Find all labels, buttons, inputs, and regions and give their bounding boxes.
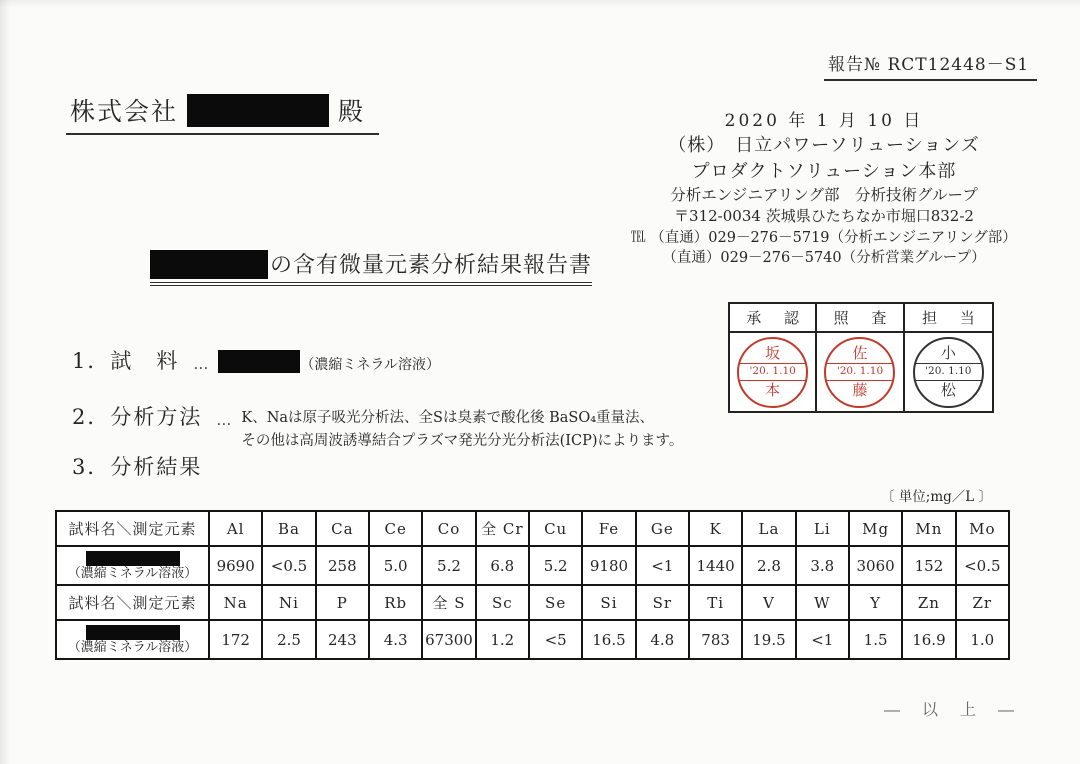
value-cell: <1: [636, 546, 689, 585]
value-cell: 6.8: [476, 546, 529, 585]
sample-name-cell: [56, 546, 209, 585]
element-header-cell: Ca: [316, 511, 369, 546]
document-title: [150, 250, 592, 286]
redacted-sample-title: [150, 250, 268, 279]
element-header-cell: Ti: [689, 585, 742, 620]
value-cell: 9690: [209, 546, 262, 585]
value-cell: 1.0: [956, 620, 1009, 659]
element-header-cell: Cu: [529, 511, 582, 546]
sender-address: 〒312-0034 茨城県ひたちなか市堀口832-2: [674, 207, 974, 226]
value-cell: 5.2: [529, 546, 582, 585]
unit-label: 〔 単位;mg／L 〕: [881, 489, 993, 505]
table-row: [56, 585, 1009, 620]
addressee-line: [66, 92, 379, 135]
element-header-cell: Mg: [849, 511, 902, 546]
element-header-cell: Se: [529, 585, 582, 620]
element-header-cell: Fe: [582, 511, 635, 546]
approval-header-tanto: 担 当: [921, 309, 984, 327]
stamp-date: '20. 1.10: [915, 363, 982, 381]
value-cell: 5.0: [369, 546, 422, 585]
closing-mark: ― 以 上 ―: [884, 700, 1018, 719]
sample-note: （濃縮ミネラル溶液）: [67, 566, 198, 582]
approval-stamp-table: [728, 302, 994, 413]
report-date: 2020 年 1 月 10 日: [724, 111, 924, 131]
value-cell: <0.5: [262, 546, 315, 585]
element-header-cell: Co: [422, 511, 475, 546]
element-header-cell: Li: [796, 511, 849, 546]
value-cell: 4.3: [369, 620, 422, 659]
value-cell: <0.5: [956, 546, 1009, 585]
redacted-sample-name: [218, 350, 300, 373]
element-header-cell: V: [742, 585, 795, 620]
sender-company: （株） 日立パワーソリューションズ: [668, 135, 980, 157]
sample-note: （濃縮ミネラル溶液）: [300, 357, 440, 373]
value-cell: 258: [316, 546, 369, 585]
value-cell: 9180: [582, 546, 635, 585]
element-header-cell: Y: [849, 585, 902, 620]
stamp-date: '20. 1.10: [826, 363, 893, 381]
element-header-cell: Ge: [636, 511, 689, 546]
element-header-cell: Al: [209, 511, 262, 546]
approval-header-shosa: 照 査: [817, 304, 904, 331]
element-header-cell: Na: [209, 585, 262, 620]
leader-dots: …: [193, 355, 209, 373]
hanko-stamp-komatsu: 小 '20. 1.10 松: [913, 337, 984, 408]
sender-division: プロダクトソリューション本部: [691, 160, 957, 182]
table-row: [56, 620, 1009, 659]
report-number: 報告№ RCT12448－S1: [824, 50, 1037, 81]
redacted-sample-name: [86, 551, 180, 566]
element-header-cell: Zr: [956, 585, 1009, 620]
section-sample: [72, 349, 440, 374]
sender-block: [618, 109, 1030, 269]
value-cell: 19.5: [742, 620, 795, 659]
element-header-cell: W: [796, 585, 849, 620]
sender-phone-2: （直通）029－276－5740（分析営業グループ）: [662, 250, 986, 267]
element-header-cell: Sc: [476, 585, 529, 620]
results-table: [55, 510, 1010, 660]
value-cell: 172: [209, 620, 262, 659]
document-title-text: の含有微量元素分析結果報告書: [270, 252, 593, 278]
section-results: [72, 455, 202, 480]
approval-header-row: [730, 304, 992, 333]
redacted-sample-name: [86, 625, 180, 640]
value-cell: 3060: [849, 546, 902, 585]
table-row: [56, 511, 1009, 546]
value-cell: 4.8: [636, 620, 689, 659]
table-corner-label: 試料名＼測定元素: [56, 511, 209, 546]
element-header-cell: 全 Cr: [476, 511, 529, 546]
value-cell: <1: [796, 620, 849, 659]
section-sample-heading: 1．試 料: [72, 349, 180, 373]
value-cell: 2.5: [262, 620, 315, 659]
element-header-cell: Ni: [262, 585, 315, 620]
value-cell: 16.9: [902, 620, 955, 659]
element-header-cell: Mo: [956, 511, 1009, 546]
results-table-body: [56, 511, 1009, 659]
sample-note: （濃縮ミネラル溶液）: [67, 640, 198, 656]
method-description: K、Naは原子吸光分析法、全Sは臭素で酸化後 BaSO₄重量法、 その他は高周波誘導結合プラズマ発光分光分析法(ICP)によります。: [241, 410, 684, 450]
addressee-company-prefix: 株式会社: [70, 97, 179, 126]
approval-header-shonin: 承 認: [730, 304, 817, 331]
table-row: [56, 546, 1009, 585]
addressee-honorific: 殿: [338, 97, 366, 126]
section-results-heading: 3．分析結果: [72, 455, 203, 479]
leader-dots: …: [216, 411, 232, 429]
value-cell: 152: [902, 546, 955, 585]
element-header-cell: Ba: [262, 511, 315, 546]
value-cell: 1.2: [476, 620, 529, 659]
value-cell: 2.8: [742, 546, 795, 585]
hanko-stamp-sato: 佐 '20. 1.10 藤: [824, 337, 895, 408]
element-header-cell: 全 S: [422, 585, 475, 620]
value-cell: 16.5: [582, 620, 635, 659]
value-cell: 67300: [422, 620, 475, 659]
approval-stamp-row: [730, 333, 992, 411]
element-header-cell: Ce: [369, 511, 422, 546]
redacted-company-name: [187, 94, 329, 127]
element-header-cell: Sr: [636, 585, 689, 620]
stamp-date: '20. 1.10: [739, 363, 806, 381]
table-corner-label: 試料名＼測定元素: [56, 585, 209, 620]
hanko-stamp-sakamoto: 坂 '20. 1.10 本: [737, 337, 808, 408]
value-cell: 3.8: [796, 546, 849, 585]
section-method-heading: 2．分析方法: [72, 405, 203, 429]
element-header-cell: Rb: [369, 585, 422, 620]
element-header-cell: La: [742, 511, 795, 546]
section-method: [72, 405, 683, 454]
element-header-cell: Zn: [902, 585, 955, 620]
sample-name-cell: [56, 620, 209, 659]
value-cell: 783: [689, 620, 742, 659]
value-cell: 5.2: [422, 546, 475, 585]
element-header-cell: P: [316, 585, 369, 620]
value-cell: 1.5: [849, 620, 902, 659]
sender-department: 分析エンジニアリング部 分析技術グループ: [670, 186, 978, 205]
value-cell: 243: [316, 620, 369, 659]
element-header-cell: K: [689, 511, 742, 546]
value-cell: <5: [529, 620, 582, 659]
sender-phone-1: ℡ （直通）029－276－5719（分析エンジニアリング部）: [631, 229, 1017, 246]
element-header-cell: Si: [582, 585, 635, 620]
element-header-cell: Mn: [902, 511, 955, 546]
value-cell: 1440: [689, 546, 742, 585]
